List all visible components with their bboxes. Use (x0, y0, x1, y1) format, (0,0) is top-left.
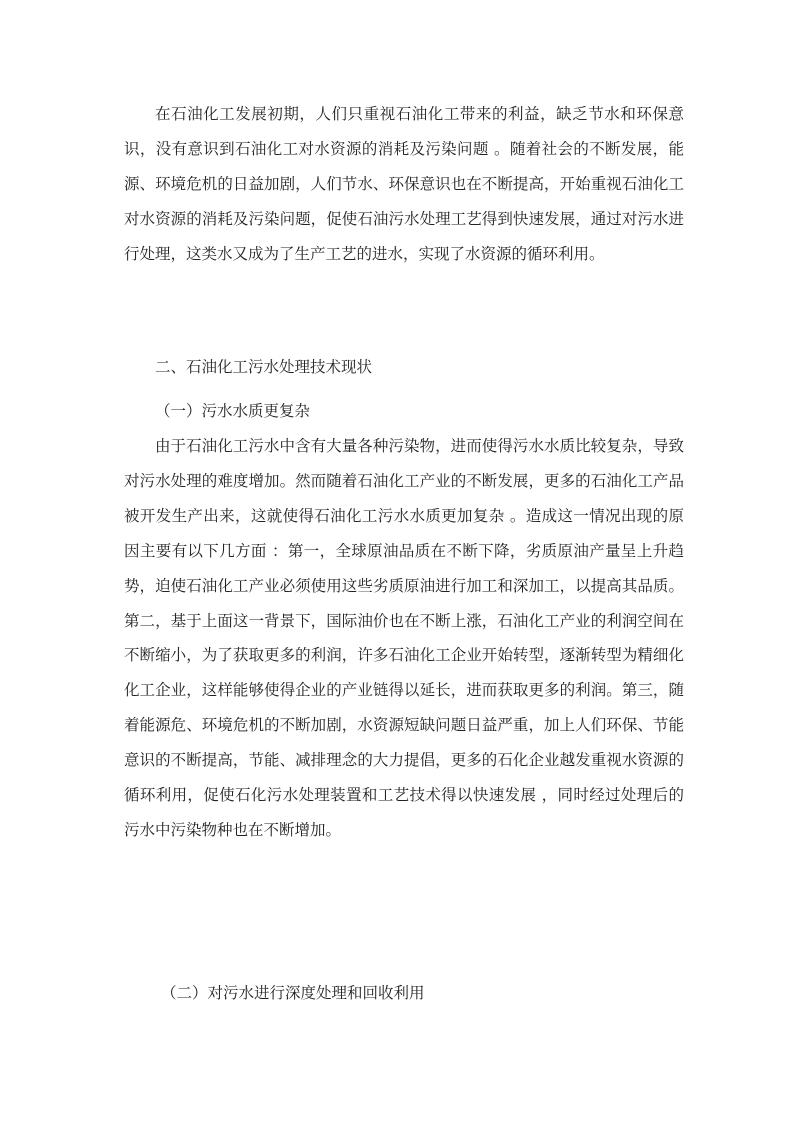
subsection-heading-water-quality: （一）污水水质更复杂 (155, 402, 311, 420)
paragraph-water-quality-details: 由于石油化工污水中含有大量各种污染物，进而使得污水水质比较复杂，导致对污水处理的难度增加。然而随着石油化工产业的不断发展，更多的石油化工产品被开发生产出来，这就使得石油化工污水水质更加复杂 。造成这一情况出现的原因主要有以下几方面 ：第一，全球原油品质在不断下降，劣质原油产量呈上升趋势，迫使石油化工产业必须使用这些劣质原油进行加工和深加工，以提高其品质。第二，基于上面这一背景下，国际油价也在不断上涨，石油化工产业的利润空间在不断缩小，为了获取更多的利润，许多石油化工企业开始转型，逐渐转型为精细化化工企业，这样能够使得企业的产业链得以延长，进而获取更多的利润。第三，随着能源危、环境危机的不断加剧，水资源短缺问题日益严重，加上人们环保、节能意识的不断提高，节能、减排理念的大力提倡，更多的石化企业越发重视水资源的循环利用，促使石化污水处理装置和工艺技术得以快速发展 ，同时经过处理后的污水中污染物种也在不断增加。 (124, 437, 684, 839)
paragraph-development-background: 在石油化工发展初期，人们只重视石油化工带来的利益，缺乏节水和环保意识，没有意识到石油化工对水资源的消耗及污染问题 。随着社会的不断发展，能源、环境危机的日益加剧，人们节水、环保意识也在不断提高，开始重视石油化工对水资源的消耗及污染问题，促使石油污水处理工艺得到快速发展，通过对污水进行处理，这类水又成为了生产工艺的进水，实现了水资源的循环利用。 (124, 105, 684, 263)
subsection-heading-deep-treatment: （二）对污水进行深度处理和回收利用 (161, 984, 425, 1002)
section-heading-wastewater-treatment-status: 二、石油化工污水处理技术现状 (155, 358, 373, 376)
